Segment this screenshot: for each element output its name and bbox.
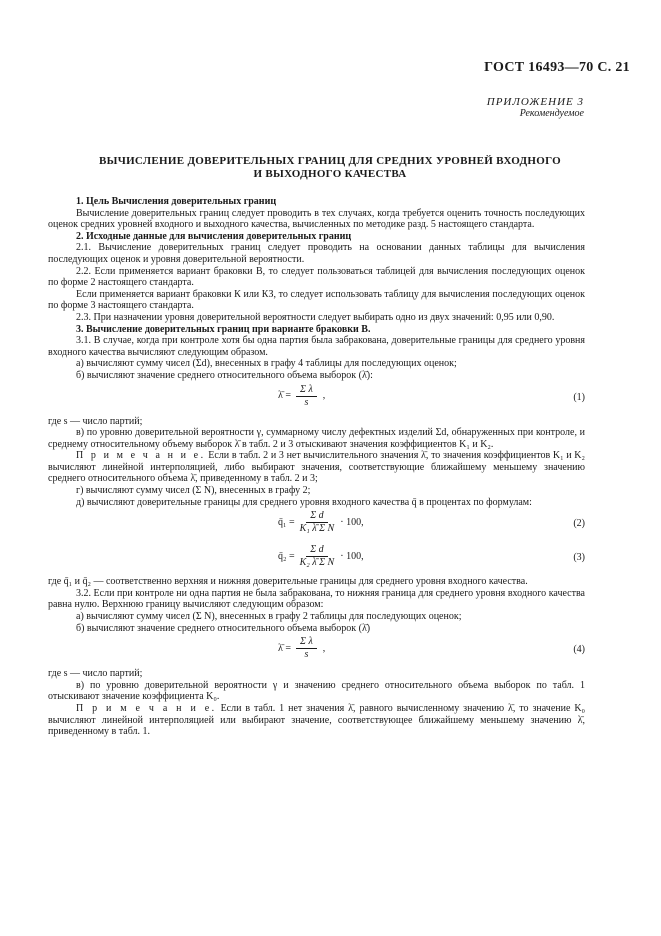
document-title	[60, 155, 600, 181]
note-2-text: Если в табл. 1 нет значения λ̄, равного вычисленному значению λ̄, то значение K₀ вычисляют линейной интерполяцией или выбирают значение, соответствующее ближайшему меньшему значению λ̄, приведенному в табл. 1.	[48, 703, 586, 738]
clause-3-2: 3.2. Если при контроле ни одна партия не была забракована, то нижняя граница для среднего уровня входного качества равна нулю. Верхнюю границу вычисляют следующим образом:	[48, 587, 585, 611]
note-2-label: П р и м е ч а н и е.	[76, 703, 217, 714]
eq4-lhs: λ̄ =	[278, 642, 291, 654]
eq2-tail: · 100,	[340, 516, 364, 528]
appendix-label: ПРИЛОЖЕНИЕ 3	[486, 96, 584, 108]
item-v: в) по уровню доверительной вероятности γ, суммарному числу дефектных изделий Σd, обнаруженных при контроле, и среднему относительному объему выборок λ̄ в табл. 2 и 3 отыскивают значения коэффициентов K₁ и K₂.	[48, 427, 585, 450]
item-d: д) вычисляют доверительные границы для среднего уровня входного качества q̄ в процентах по формулам:	[76, 496, 532, 508]
section-2-heading: 2. Исходные данные для вычисления доверительных границ	[76, 230, 352, 242]
item-b-2: б) вычисляют значение среднего относительного объема выборок (λ̄)	[76, 622, 371, 634]
eq3-denominator: K₂ λ̄ Σ N	[299, 557, 335, 569]
title-line-1: ВЫЧИСЛЕНИЕ ДОВЕРИТЕЛЬНЫХ ГРАНИЦ ДЛЯ СРЕДНИХ УРОВНЕЙ ВХОДНОГО	[98, 155, 562, 167]
note-2	[48, 703, 585, 738]
eq4-number: (4)	[573, 644, 585, 656]
note-1-label: П р и м е ч а н и е.	[76, 450, 206, 462]
document-body	[48, 196, 585, 738]
section-3-heading: 3. Вычисление доверительных границ при варианте браковки В.	[76, 323, 371, 335]
clause-2-2-cont: Если применяется вариант браковки К или КЗ, то следует использовать таблицу для вычисления последующих оценок по форме 3 настоящего стандарта.	[48, 288, 585, 312]
equation-4	[48, 634, 585, 668]
appendix-block	[380, 96, 584, 120]
eq2-lhs: q̄₁ =	[278, 516, 295, 528]
where-2: где q̄₁ и q̄₂ — соответственно верхняя и нижняя доверительные границы для среднего уровня входного качества.	[48, 576, 528, 588]
note-1-text: Если в табл. 2 и 3 нет вычислительного значения λ̄, то значения коэффициентов K₁ и K₂ вычисляют линейной интерполяцией, либо выбирают значения, соответствующие ближайшему меньшему значению среднего относительного объема λ̄, приведенному в табл. 2 и 3;	[48, 450, 585, 485]
title-line-2: И ВЫХОДНОГО КАЧЕСТВА	[253, 168, 407, 180]
eq4-denominator: s	[304, 649, 309, 661]
eq2-denominator: K₁ λ̄ Σ N	[299, 523, 335, 535]
eq1-tail: ,	[322, 390, 326, 402]
where-3: где s — число партий;	[48, 668, 143, 680]
section-1-paragraph: Вычисление доверительных границ следует проводить в тех случаях, когда требуется оценить точность последующих оценок средних уровней входного и выходного качества, вычисленных по методике разд. 5 настоящего стандарта.	[48, 207, 585, 231]
equation-2	[48, 508, 585, 542]
item-b: б) вычисляют значение среднего относительного объема выборок (λ̄):	[76, 369, 373, 381]
clause-2-1: 2.1. Вычисление доверительных границ следует проводить на основании данных таблицы для вычисления последующих оценок и уровня доверительной вероятности.	[48, 242, 585, 265]
equation-3	[48, 542, 585, 576]
eq3-number: (3)	[573, 552, 585, 564]
page-header-code: ГОСТ 16493—70 С. 21	[484, 60, 630, 75]
eq1-lhs: λ̄ =	[278, 390, 291, 402]
eq3-tail: · 100,	[340, 550, 364, 562]
appendix-status: Рекомендуемое	[519, 108, 584, 119]
eq3-lhs: q̄₂ =	[278, 550, 295, 562]
clause-2-2: 2.2. Если применяется вариант браковки В, то следует пользоваться таблицей для вычисления последующих оценок по форме 2 настоящего стандарта.	[48, 265, 585, 289]
eq3-numerator: Σ d	[306, 544, 327, 557]
item-a: а) вычисляют сумму чисел (Σd), внесенных в графу 4 таблицы для последующих оценок;	[76, 358, 457, 370]
eq2-number: (2)	[573, 518, 585, 530]
note-1	[48, 450, 585, 485]
eq2-numerator: Σ d	[306, 510, 327, 523]
eq1-denominator: s	[304, 396, 309, 408]
eq4-tail: ,	[322, 642, 326, 654]
item-g: г) вычисляют сумму чисел (Σ N), внесенных в графу 2;	[76, 485, 311, 497]
section-1-heading: 1. Цель Вычисления доверительных границ	[76, 196, 277, 207]
eq1-numerator: Σ λ	[296, 384, 317, 397]
eq1-number: (1)	[573, 391, 585, 403]
item-v-2: в) по уровню доверительной вероятности γ и значению среднего относительного объема выборок по табл. 1 отыскивают значение коэффициента K₀.	[48, 679, 585, 703]
equation-1	[48, 382, 585, 416]
eq4-numerator: Σ λ	[296, 636, 317, 649]
clause-3-1: 3.1. В случае, когда при контроле хотя бы одна партия была забракована, доверительные границы для среднего уровня входного качества вычисляют следующим образом.	[48, 335, 585, 358]
item-a-2: а) вычисляют сумму чисел (Σ N), внесенных в графу 2 таблицы для последующих оценок;	[76, 611, 462, 623]
where-1: где s — число партий;	[48, 415, 143, 427]
clause-2-3: 2.3. При назначении уровня доверительной вероятности следует выбирать одно из двух значений: 0,95 или 0,90.	[76, 311, 555, 323]
